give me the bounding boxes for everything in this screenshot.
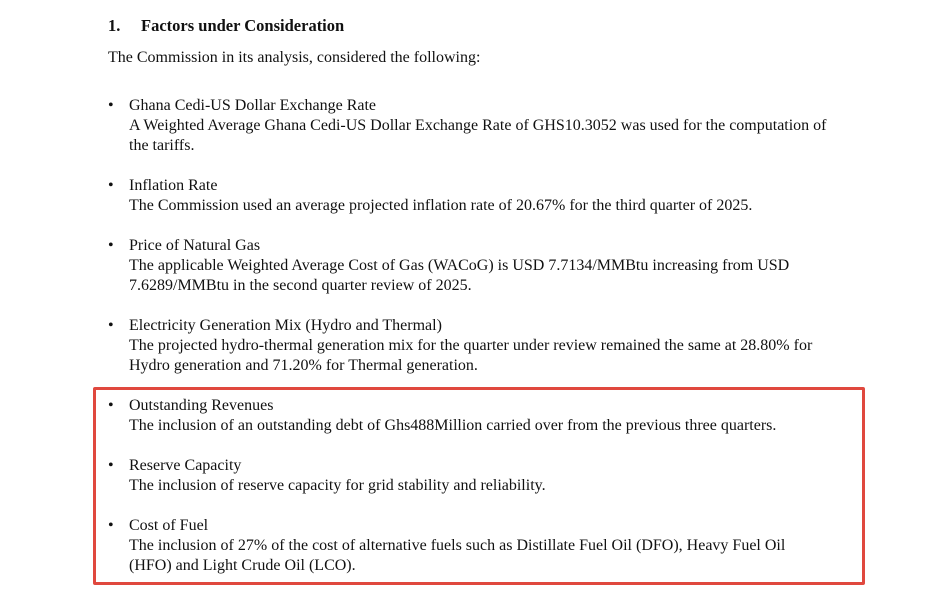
factor-body: The projected hydro-thermal generation mix for the quarter under review remained the same at 28.80% for Hydro generation and 71.20% for Thermal generation. xyxy=(129,337,813,374)
section-title: Factors under Consideration xyxy=(141,16,345,35)
factor-body: The inclusion of reserve capacity for grid stability and reliability. xyxy=(129,477,546,494)
bullet-icon: • xyxy=(108,317,114,334)
factor-body: The applicable Weighted Average Cost of Gas (WACoG) is USD 7.7134/MMBtu increasing from USD 7.6289/MMBtu in the second quarter review of 2025. xyxy=(129,257,790,294)
section-heading xyxy=(108,16,344,36)
factor-body: A Weighted Average Ghana Cedi-US Dollar Exchange Rate of GHS10.3052 was used for the computation of the tariffs. xyxy=(129,117,827,154)
factor-title: Electricity Generation Mix (Hydro and Thermal) xyxy=(129,317,442,334)
bullet-icon: • xyxy=(108,97,114,114)
bullet-icon: • xyxy=(108,397,114,414)
bullet-icon: • xyxy=(108,457,114,474)
section-number: 1. xyxy=(108,16,121,35)
factor-title: Outstanding Revenues xyxy=(129,397,274,414)
bullet-icon: • xyxy=(108,237,114,254)
factor-body: The inclusion of an outstanding debt of Ghs488Million carried over from the previous three quarters. xyxy=(129,417,777,434)
section-intro: The Commission in its analysis, considered the following: xyxy=(108,49,481,66)
factor-body: The Commission used an average projected inflation rate of 20.67% for the third quarter of 2025. xyxy=(129,197,753,214)
factor-title: Cost of Fuel xyxy=(129,517,209,534)
bullet-icon: • xyxy=(108,517,114,534)
factor-title: Reserve Capacity xyxy=(129,457,242,474)
bullet-icon: • xyxy=(108,177,114,194)
factor-title: Inflation Rate xyxy=(129,177,218,194)
factor-title: Price of Natural Gas xyxy=(129,237,261,254)
factor-body: The inclusion of 27% of the cost of alternative fuels such as Distillate Fuel Oil (DFO), Heavy Fuel Oil (HFO) and Light Crude Oil (LCO). xyxy=(129,537,786,574)
highlight-box xyxy=(93,387,865,585)
factor-title: Ghana Cedi-US Dollar Exchange Rate xyxy=(129,97,377,114)
